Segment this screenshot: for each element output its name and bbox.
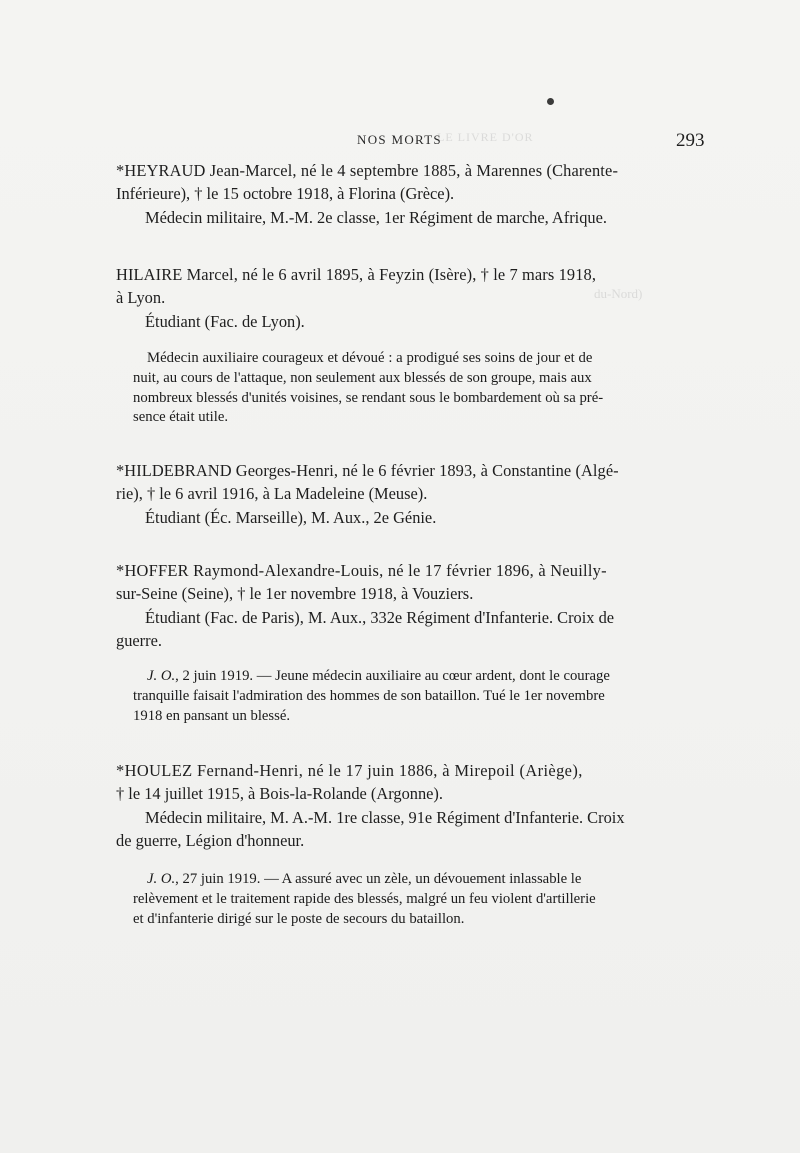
entry-houlez-detail-line-2: de guerre, Légion d'honneur.	[116, 830, 305, 850]
entry-houlez-note-line-2: relèvement et le traitement rapide des blessés, malgré un feu violent d'artillerie	[133, 890, 596, 907]
entry-houlez	[116, 760, 709, 852]
ink-dot	[547, 98, 554, 105]
entry-hoffer	[116, 560, 709, 652]
entry-hilaire-note-line-1: Médecin auxiliaire courageux et dévoué : a prodigué ses soins de jour et de	[147, 350, 593, 366]
entry-hoffer-detail-line-2: guerre.	[116, 630, 162, 650]
entry-hildebrand-line-1: *HILDEBRAND Georges-Henri, né le 6 février 1893, à Constantine (Algé-	[116, 461, 619, 480]
bleed-through-text: LE LIVRE D'OR	[437, 130, 534, 144]
entry-heyraud-detail: Médecin militaire, M.-M. 2e classe, 1er Régiment de marche, Afrique.	[145, 208, 607, 227]
entry-hilaire-note-line-2: nuit, au cours de l'attaque, non seulement aux blessés de son groupe, mais aux	[133, 369, 592, 386]
entry-heyraud-line-2: Inférieure), † le 15 octobre 1918, à Florina (Grèce).	[116, 183, 455, 203]
entry-hoffer-note-line-3: 1918 en pansant un blessé.	[133, 707, 291, 724]
entry-houlez-note-line-3: et d'infanterie dirigé sur le poste de secours du bataillon.	[133, 910, 465, 927]
entry-houlez-note-line-1: , 27 juin 1919. — A assuré avec un zèle, un dévouement inlassable le	[175, 871, 582, 887]
entry-hilaire-line-1: HILAIRE Marcel, né le 6 avril 1895, à Feyzin (Isère), † le 7 mars 1918,	[116, 265, 597, 284]
entry-hilaire-note-line-4: sence était utile.	[133, 409, 229, 426]
entry-hilaire	[116, 264, 709, 334]
entry-hoffer-citation: J. O.	[147, 668, 176, 684]
entry-heyraud-line-1: *HEYRAUD Jean-Marcel, né le 4 septembre 1885, à Marennes (Charente-	[116, 161, 619, 180]
entry-houlez-line-1: *HOULEZ Fernand-Henri, né le 17 juin 1886, à Mirepoil (Ariège),	[116, 761, 583, 780]
entry-hildebrand-detail: Étudiant (Éc. Marseille), M. Aux., 2e Génie.	[145, 508, 437, 527]
entry-hilaire-line-2: à Lyon.	[116, 287, 166, 307]
entry-heyraud	[116, 160, 709, 230]
entry-hilaire-note-line-3: nombreux blessés d'unités voisines, se rendant sous le bombardement où sa pré-	[133, 389, 604, 406]
entry-hilaire-detail: Étudiant (Fac. de Lyon).	[145, 312, 305, 331]
entry-hilaire-note	[133, 349, 709, 428]
entry-hildebrand-line-2: rie), † le 6 avril 1916, à La Madeleine (Meuse).	[116, 483, 428, 503]
bleed-through-text-2: du-Nord)	[594, 286, 643, 301]
page-number: 293	[676, 130, 705, 151]
entry-hoffer-line-1: *HOFFER Raymond-Alexandre-Louis, né le 17 février 1896, à Neuilly-	[116, 561, 607, 580]
running-header: NOS MORTS	[357, 132, 442, 147]
entry-hildebrand	[116, 460, 709, 530]
entry-houlez-detail-line-1: Médecin militaire, M. A.-M. 1re classe, 91e Régiment d'Infanterie. Croix	[145, 808, 625, 827]
entry-hoffer-note-line-1: , 2 juin 1919. — Jeune médecin auxiliaire au cœur ardent, dont le courage	[175, 668, 610, 684]
entry-hoffer-note-line-2: tranquille faisait l'admiration des hommes de son bataillon. Tué le 1er novembre	[133, 687, 605, 704]
entry-houlez-note	[133, 870, 709, 929]
entry-hoffer-note	[133, 667, 709, 726]
entry-houlez-citation: J. O.	[147, 871, 176, 887]
entry-hoffer-line-2: sur-Seine (Seine), † le 1er novembre 1918, à Vouziers.	[116, 583, 474, 603]
entry-houlez-line-2: † le 14 juillet 1915, à Bois-la-Rolande (Argonne).	[116, 783, 443, 803]
entry-hoffer-detail-line-1: Étudiant (Fac. de Paris), M. Aux., 332e Régiment d'Infanterie. Croix de	[145, 608, 615, 627]
